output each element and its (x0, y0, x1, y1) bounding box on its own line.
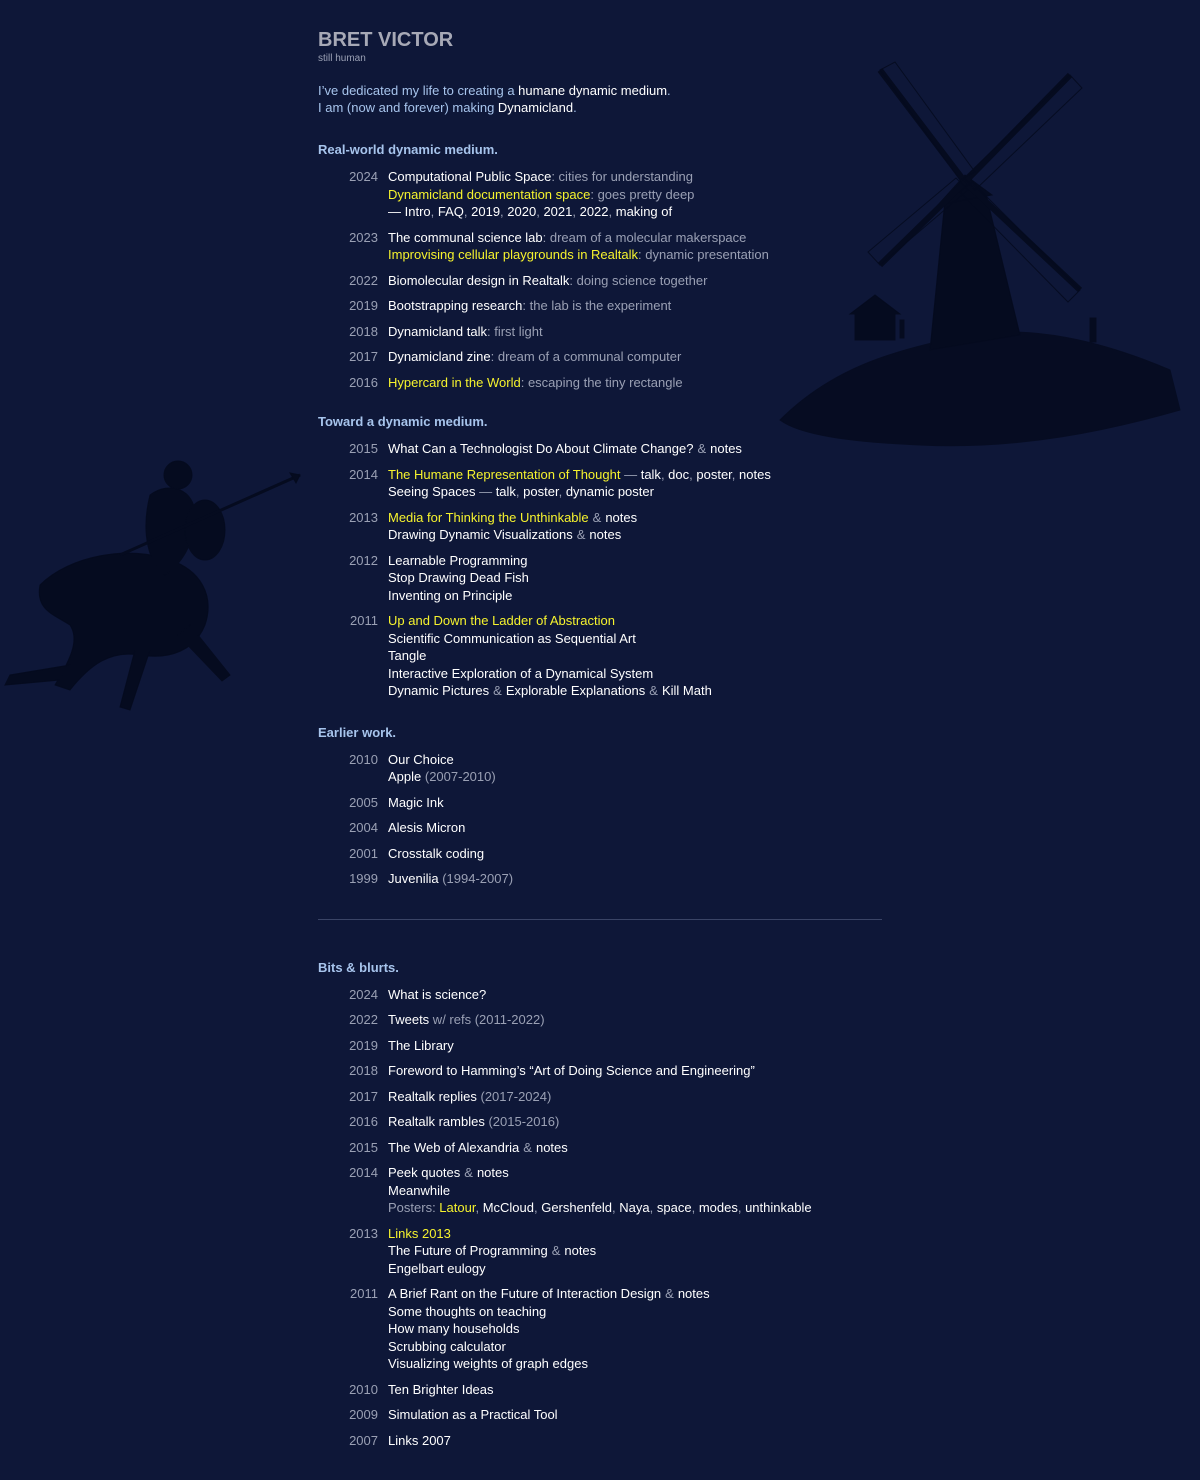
list-item (318, 509, 882, 544)
entry-line (388, 374, 882, 392)
entry-link[interactable]: notes (739, 466, 771, 482)
entry-text: : doing science together (569, 272, 708, 288)
entry-text: : goes pretty deep (590, 186, 695, 202)
entry-link[interactable]: Ten Brighter Ideas (388, 1381, 494, 1397)
entry-link[interactable]: Explorable Explanations (505, 683, 646, 698)
entry-link[interactable]: Stop Drawing Dead Fish (388, 570, 529, 585)
list-item (318, 1113, 882, 1131)
entry-line (388, 682, 882, 700)
entry-lines (388, 229, 882, 264)
entry-year: 2004 (349, 820, 378, 835)
entry-line (388, 1139, 882, 1157)
entry-link[interactable]: Scrubbing calculator (388, 1338, 506, 1354)
entry-link[interactable]: The Humane Representation of Thought (388, 466, 621, 482)
list-item (318, 297, 882, 315)
entry-link[interactable]: Scientific Communication as Sequential Art (388, 630, 636, 646)
entry-link[interactable]: The Future of Programming (388, 1243, 548, 1258)
entry-link[interactable]: Up and Down the Ladder of Abstraction (388, 613, 615, 628)
entry-lines (388, 297, 882, 315)
entry-link[interactable]: talk (495, 484, 516, 499)
entry-lines (388, 1432, 882, 1450)
entry-lines (388, 845, 882, 863)
list-item (318, 348, 882, 366)
entry-line (388, 1225, 882, 1243)
entry-link[interactable]: Intro (404, 204, 431, 219)
entry-link[interactable]: Seeing Spaces (388, 484, 476, 499)
list-item (318, 819, 882, 837)
divider (318, 919, 882, 920)
entry-link[interactable]: Links 2007 (388, 1432, 451, 1448)
entry-lines (388, 1088, 882, 1106)
entry-link[interactable]: Links 2013 (388, 1225, 451, 1241)
entry-line (388, 794, 882, 812)
entry-line (388, 1182, 882, 1200)
entry-link[interactable]: The Web of Alexandria (388, 1139, 520, 1155)
main-content (318, 28, 882, 1457)
entry-link[interactable]: notes (605, 509, 638, 525)
entry-lines (388, 1164, 882, 1217)
entry-text: , (572, 204, 580, 219)
entry-link[interactable]: Hypercard in the World (388, 374, 521, 390)
entry-line (388, 751, 882, 769)
list-item (318, 323, 882, 341)
entry-lines (388, 1037, 882, 1055)
list-item (318, 1037, 882, 1055)
entry-link[interactable]: Drawing Dynamic Visualizations (388, 527, 573, 542)
entry-lines (388, 552, 882, 605)
entry-line (388, 647, 882, 665)
entry-link[interactable]: 2019 (471, 204, 501, 219)
entry-line (388, 186, 882, 204)
entry-line (388, 348, 882, 366)
entry-link[interactable]: Visualizing weights of graph edges (388, 1356, 588, 1371)
list-item (318, 466, 882, 501)
list-item (318, 845, 882, 863)
entry-link[interactable]: Meanwhile (388, 1182, 451, 1198)
entry-link[interactable]: What is science? (388, 986, 487, 1002)
entry-text: , (691, 1200, 699, 1215)
list-item (318, 870, 882, 888)
entry-list (318, 986, 882, 1450)
entry-link[interactable]: 2021 (543, 204, 573, 219)
entry-lines (388, 440, 882, 458)
list-item (318, 1062, 882, 1080)
list-item (318, 1225, 882, 1278)
entry-year: 2022 (349, 272, 378, 288)
list-item (318, 229, 882, 264)
entry-link[interactable]: How many households (388, 1321, 520, 1336)
entry-year: 2018 (349, 323, 378, 339)
list-item (318, 986, 882, 1004)
list-item (318, 1406, 882, 1424)
intro-line-2 (318, 99, 882, 116)
entry-link[interactable]: unthinkable (745, 1200, 812, 1215)
entry-line (388, 1242, 882, 1260)
entry-line (388, 1037, 882, 1055)
entry-year: 2007 (349, 1432, 378, 1448)
list-item (318, 1285, 882, 1373)
dynamicland-link[interactable]: Dynamicland (497, 100, 574, 115)
entry-text: — (475, 484, 496, 499)
entry-year: 2010 (349, 751, 378, 767)
entry-year: 2005 (349, 794, 378, 810)
entry-text: , (649, 1200, 657, 1215)
list-item (318, 552, 882, 605)
entry-line (388, 466, 882, 484)
entry-line (388, 1285, 882, 1303)
entry-link[interactable]: FAQ (437, 204, 464, 219)
entry-lines (388, 509, 882, 544)
list-item (318, 1139, 882, 1157)
entry-year: 2019 (349, 298, 378, 313)
entry-link[interactable]: notes (710, 441, 742, 456)
entry-link[interactable]: Dynamicland zine (388, 349, 491, 364)
list-item (318, 1164, 882, 1217)
entry-link[interactable]: Our Choice (388, 751, 454, 767)
list-item (318, 272, 882, 290)
entry-link[interactable]: space (656, 1200, 692, 1215)
entry-year: 2009 (349, 1407, 378, 1422)
section-title: Real-world dynamic medium. (318, 142, 498, 157)
entry-line (388, 1199, 882, 1217)
entry-link[interactable]: What Can a Technologist Do About Climate Change? (388, 441, 694, 456)
page-title: BRET VICTOR (318, 29, 454, 51)
entry-line (388, 246, 882, 264)
entry-text: , (463, 204, 472, 219)
entry-line (388, 587, 882, 605)
entry-text: , (612, 1200, 620, 1215)
entry-lines (388, 1139, 882, 1157)
entry-link[interactable]: Realtalk replies (388, 1088, 477, 1104)
entry-year: 2015 (349, 1139, 378, 1155)
entry-year: 2011 (350, 1286, 378, 1301)
list-item (318, 1432, 882, 1450)
entry-year: 2017 (349, 1088, 378, 1104)
section-title: Bits & blurts. (318, 959, 399, 975)
entry-text: (2017-2024) (476, 1088, 552, 1104)
entry-year: 2014 (349, 466, 378, 482)
entry-lines (388, 870, 882, 888)
ampersand-separator: & (493, 683, 502, 698)
entry-line (388, 1432, 882, 1450)
entry-link[interactable]: Peek quotes (388, 1165, 461, 1180)
intro-text: I am (now and forever) making (318, 100, 498, 115)
entry-link[interactable]: notes (476, 1165, 509, 1180)
entry-lines (388, 1062, 882, 1080)
entry-year: 2001 (349, 845, 378, 861)
entry-text: : the lab is the experiment (522, 298, 672, 313)
intro-text: . (573, 100, 577, 115)
entry-link[interactable]: Media for Thinking the Unthinkable (388, 509, 589, 525)
section-toward (318, 413, 882, 700)
entry-text: , (731, 466, 740, 482)
entry-text: , (558, 484, 566, 499)
entry-lines (388, 1225, 882, 1278)
section-bits-and-blurts (318, 959, 882, 1450)
list-item (318, 1088, 882, 1106)
entry-lines (388, 1406, 882, 1424)
entry-year: 2013 (349, 509, 378, 525)
entry-link[interactable]: Tangle (388, 648, 427, 663)
entry-line (388, 1338, 882, 1356)
entry-link[interactable]: doc (668, 466, 690, 482)
entry-text: w/ refs (2011-2022) (429, 1012, 545, 1027)
list-item (318, 612, 882, 700)
entry-link[interactable]: Latour (439, 1200, 476, 1215)
entry-link[interactable]: Kill Math (661, 683, 712, 698)
ampersand-separator: & (649, 683, 658, 698)
entry-link[interactable]: poster (523, 484, 559, 499)
entry-line (388, 440, 882, 458)
entry-link[interactable]: Magic Ink (388, 794, 444, 810)
entry-year: 2010 (349, 1381, 378, 1397)
entry-line (388, 1062, 882, 1080)
entry-text: : first light (487, 323, 543, 339)
section-title: Toward a dynamic medium. (318, 414, 488, 429)
entry-year: 2023 (349, 229, 378, 245)
list-item (318, 751, 882, 786)
entry-list (318, 440, 882, 700)
entry-link[interactable]: Realtalk rambles (388, 1114, 485, 1129)
entry-line (388, 1113, 882, 1131)
entry-year: 2013 (349, 1225, 378, 1241)
ampersand-separator: & (665, 1286, 674, 1301)
entry-lines (388, 348, 882, 366)
entry-text: (2007-2010) (421, 769, 496, 784)
entry-text: (2015-2016) (484, 1114, 560, 1129)
entry-line (388, 272, 882, 290)
entry-link[interactable]: Crosstalk coding (388, 845, 485, 861)
entry-text: , (737, 1200, 746, 1215)
entry-link[interactable]: Interactive Exploration of a Dynamical System (388, 665, 654, 681)
entry-line (388, 819, 882, 837)
entry-text: (1994-2007) (438, 871, 514, 886)
entry-line (388, 1406, 882, 1424)
entry-line (388, 630, 882, 648)
entry-text: : dynamic presentation (638, 247, 769, 262)
section-earlier-work (318, 724, 882, 888)
entry-line (388, 986, 882, 1004)
section-real-world (318, 141, 882, 391)
entry-text: , (475, 1200, 483, 1215)
entry-lines (388, 466, 882, 501)
entry-text: , (533, 1200, 542, 1215)
ampersand-separator: & (464, 1165, 473, 1180)
humane-dynamic-medium-link[interactable]: humane dynamic medium (518, 83, 668, 98)
entry-link[interactable]: The Library (388, 1037, 454, 1053)
ampersand-separator: & (592, 509, 602, 525)
page-subtitle: still human (318, 53, 366, 64)
entry-text: — (620, 466, 641, 482)
list-item (318, 440, 882, 458)
entry-line (388, 665, 882, 683)
section-title: Earlier work. (318, 724, 397, 740)
entry-text: , (608, 204, 616, 219)
entry-line (388, 1164, 882, 1182)
entry-text: : dream of a communal computer (490, 349, 682, 364)
ampersand-separator: & (697, 441, 707, 456)
entry-year: 2012 (349, 552, 378, 568)
entry-lines (388, 168, 882, 221)
entry-link[interactable]: notes (535, 1139, 568, 1155)
entry-line (388, 569, 882, 587)
entry-lines (388, 751, 882, 786)
entry-year: 2016 (349, 1114, 378, 1129)
entry-year: 2024 (349, 169, 378, 184)
entry-line (388, 1011, 882, 1029)
entry-link[interactable]: 2020 (507, 204, 537, 219)
entry-link[interactable]: Improvising cellular playgrounds in Realtalk (388, 247, 639, 262)
entry-year: 2016 (349, 374, 378, 390)
entry-link[interactable]: Biomolecular design in Realtalk (388, 272, 570, 288)
entry-link[interactable]: McCloud (482, 1200, 534, 1215)
entry-line (388, 1320, 882, 1338)
entry-lines (388, 1113, 882, 1131)
entry-link[interactable]: notes (677, 1286, 710, 1301)
entry-line (388, 168, 882, 186)
entry-list (318, 168, 882, 391)
entry-link[interactable]: 2022 (579, 204, 609, 219)
entry-line (388, 203, 882, 221)
entry-year: 2015 (349, 441, 378, 456)
ampersand-separator: & (551, 1243, 561, 1258)
entry-year: 2022 (349, 1012, 378, 1027)
entry-link[interactable]: Tweets (388, 1012, 430, 1027)
entry-text: , (515, 484, 524, 499)
entry-list (318, 751, 882, 888)
entry-link[interactable]: Bootstrapping research (388, 298, 523, 313)
entry-lines (388, 612, 882, 700)
entry-line (388, 1260, 882, 1278)
entry-year: 2019 (349, 1037, 378, 1053)
entry-line (388, 229, 882, 247)
entry-link[interactable]: Alesis Micron (388, 820, 466, 835)
entry-link[interactable]: Some thoughts on teaching (388, 1303, 547, 1319)
entry-year: 2014 (349, 1165, 378, 1180)
entry-link[interactable]: Naya (619, 1200, 650, 1215)
entry-link[interactable]: Engelbart eulogy (388, 1260, 486, 1276)
entry-text: , (430, 204, 438, 219)
list-item (318, 1381, 882, 1399)
entry-line (388, 483, 882, 501)
entry-line (388, 768, 882, 786)
entry-line (388, 1088, 882, 1106)
entry-text: , (536, 204, 544, 219)
entry-lines (388, 1285, 882, 1373)
entry-lines (388, 794, 882, 812)
entry-link[interactable]: Gershenfeld (541, 1200, 613, 1215)
intro-line-1 (318, 82, 882, 99)
entry-link[interactable]: Foreword to Hamming’s “Art of Doing Science and Engineering” (388, 1063, 755, 1078)
list-item (318, 168, 882, 221)
entry-link[interactable]: Apple (388, 769, 422, 784)
list-item (318, 374, 882, 392)
entry-lines (388, 272, 882, 290)
entry-text: : dream of a molecular makerspace (542, 229, 747, 245)
knight-on-horse-illustration (0, 435, 310, 715)
entry-link[interactable]: dynamic poster (565, 484, 654, 499)
list-item (318, 1011, 882, 1029)
entry-text: , (660, 466, 669, 482)
entry-line (388, 509, 882, 527)
ampersand-separator: & (576, 527, 586, 542)
entry-line (388, 1381, 882, 1399)
entry-lines (388, 819, 882, 837)
entry-link[interactable]: Computational Public Space (388, 169, 552, 184)
intro (318, 82, 882, 116)
entry-lines (388, 1011, 882, 1029)
entry-link[interactable]: poster (696, 466, 732, 482)
entry-line (388, 1303, 882, 1321)
ampersand-separator: & (523, 1139, 532, 1155)
entry-link[interactable]: Inventing on Principle (388, 587, 513, 603)
entry-link[interactable]: A Brief Rant on the Future of Interaction Design (388, 1286, 662, 1301)
entry-text: , (689, 466, 697, 482)
entry-text: : escaping the tiny rectangle (520, 374, 683, 390)
entry-link[interactable]: Simulation as a Practical Tool (388, 1407, 558, 1422)
entry-text: Posters: (388, 1200, 440, 1215)
entry-link[interactable]: making of (615, 204, 673, 219)
entry-text: : cities for understanding (551, 169, 693, 184)
entry-line (388, 526, 882, 544)
entry-line (388, 297, 882, 315)
entry-link[interactable]: Learnable Programming (388, 552, 528, 568)
entry-link[interactable]: talk (640, 466, 661, 482)
entry-link[interactable]: Dynamicland talk (388, 323, 487, 339)
entry-link[interactable]: Dynamic Pictures (388, 683, 490, 698)
entry-line (388, 552, 882, 570)
entry-year: 2017 (349, 349, 378, 364)
entry-line (388, 323, 882, 341)
entry-line (388, 612, 882, 630)
entry-link[interactable]: modes (698, 1200, 738, 1215)
intro-text: I’ve dedicated my life to creating a (318, 83, 519, 98)
entry-lines (388, 986, 882, 1004)
entry-year: 2011 (350, 613, 378, 628)
entry-link[interactable]: The communal science lab (388, 229, 543, 245)
entry-year: 2018 (349, 1063, 378, 1078)
entry-link[interactable]: notes (564, 1243, 597, 1258)
entry-link[interactable]: Dynamicland documentation space (388, 186, 591, 202)
entry-line (388, 1355, 882, 1373)
list-item (318, 794, 882, 812)
entry-line (388, 870, 882, 888)
entry-year: 1999 (349, 871, 378, 886)
entry-text: — (388, 204, 405, 219)
entry-text: , (500, 204, 508, 219)
entry-lines (388, 323, 882, 341)
entry-line (388, 845, 882, 863)
intro-text: . (667, 83, 671, 98)
entry-year: 2024 (349, 986, 378, 1002)
entry-link[interactable]: Juvenilia (388, 871, 439, 886)
entry-link[interactable]: notes (589, 527, 622, 542)
entry-lines (388, 374, 882, 392)
entry-lines (388, 1381, 882, 1399)
